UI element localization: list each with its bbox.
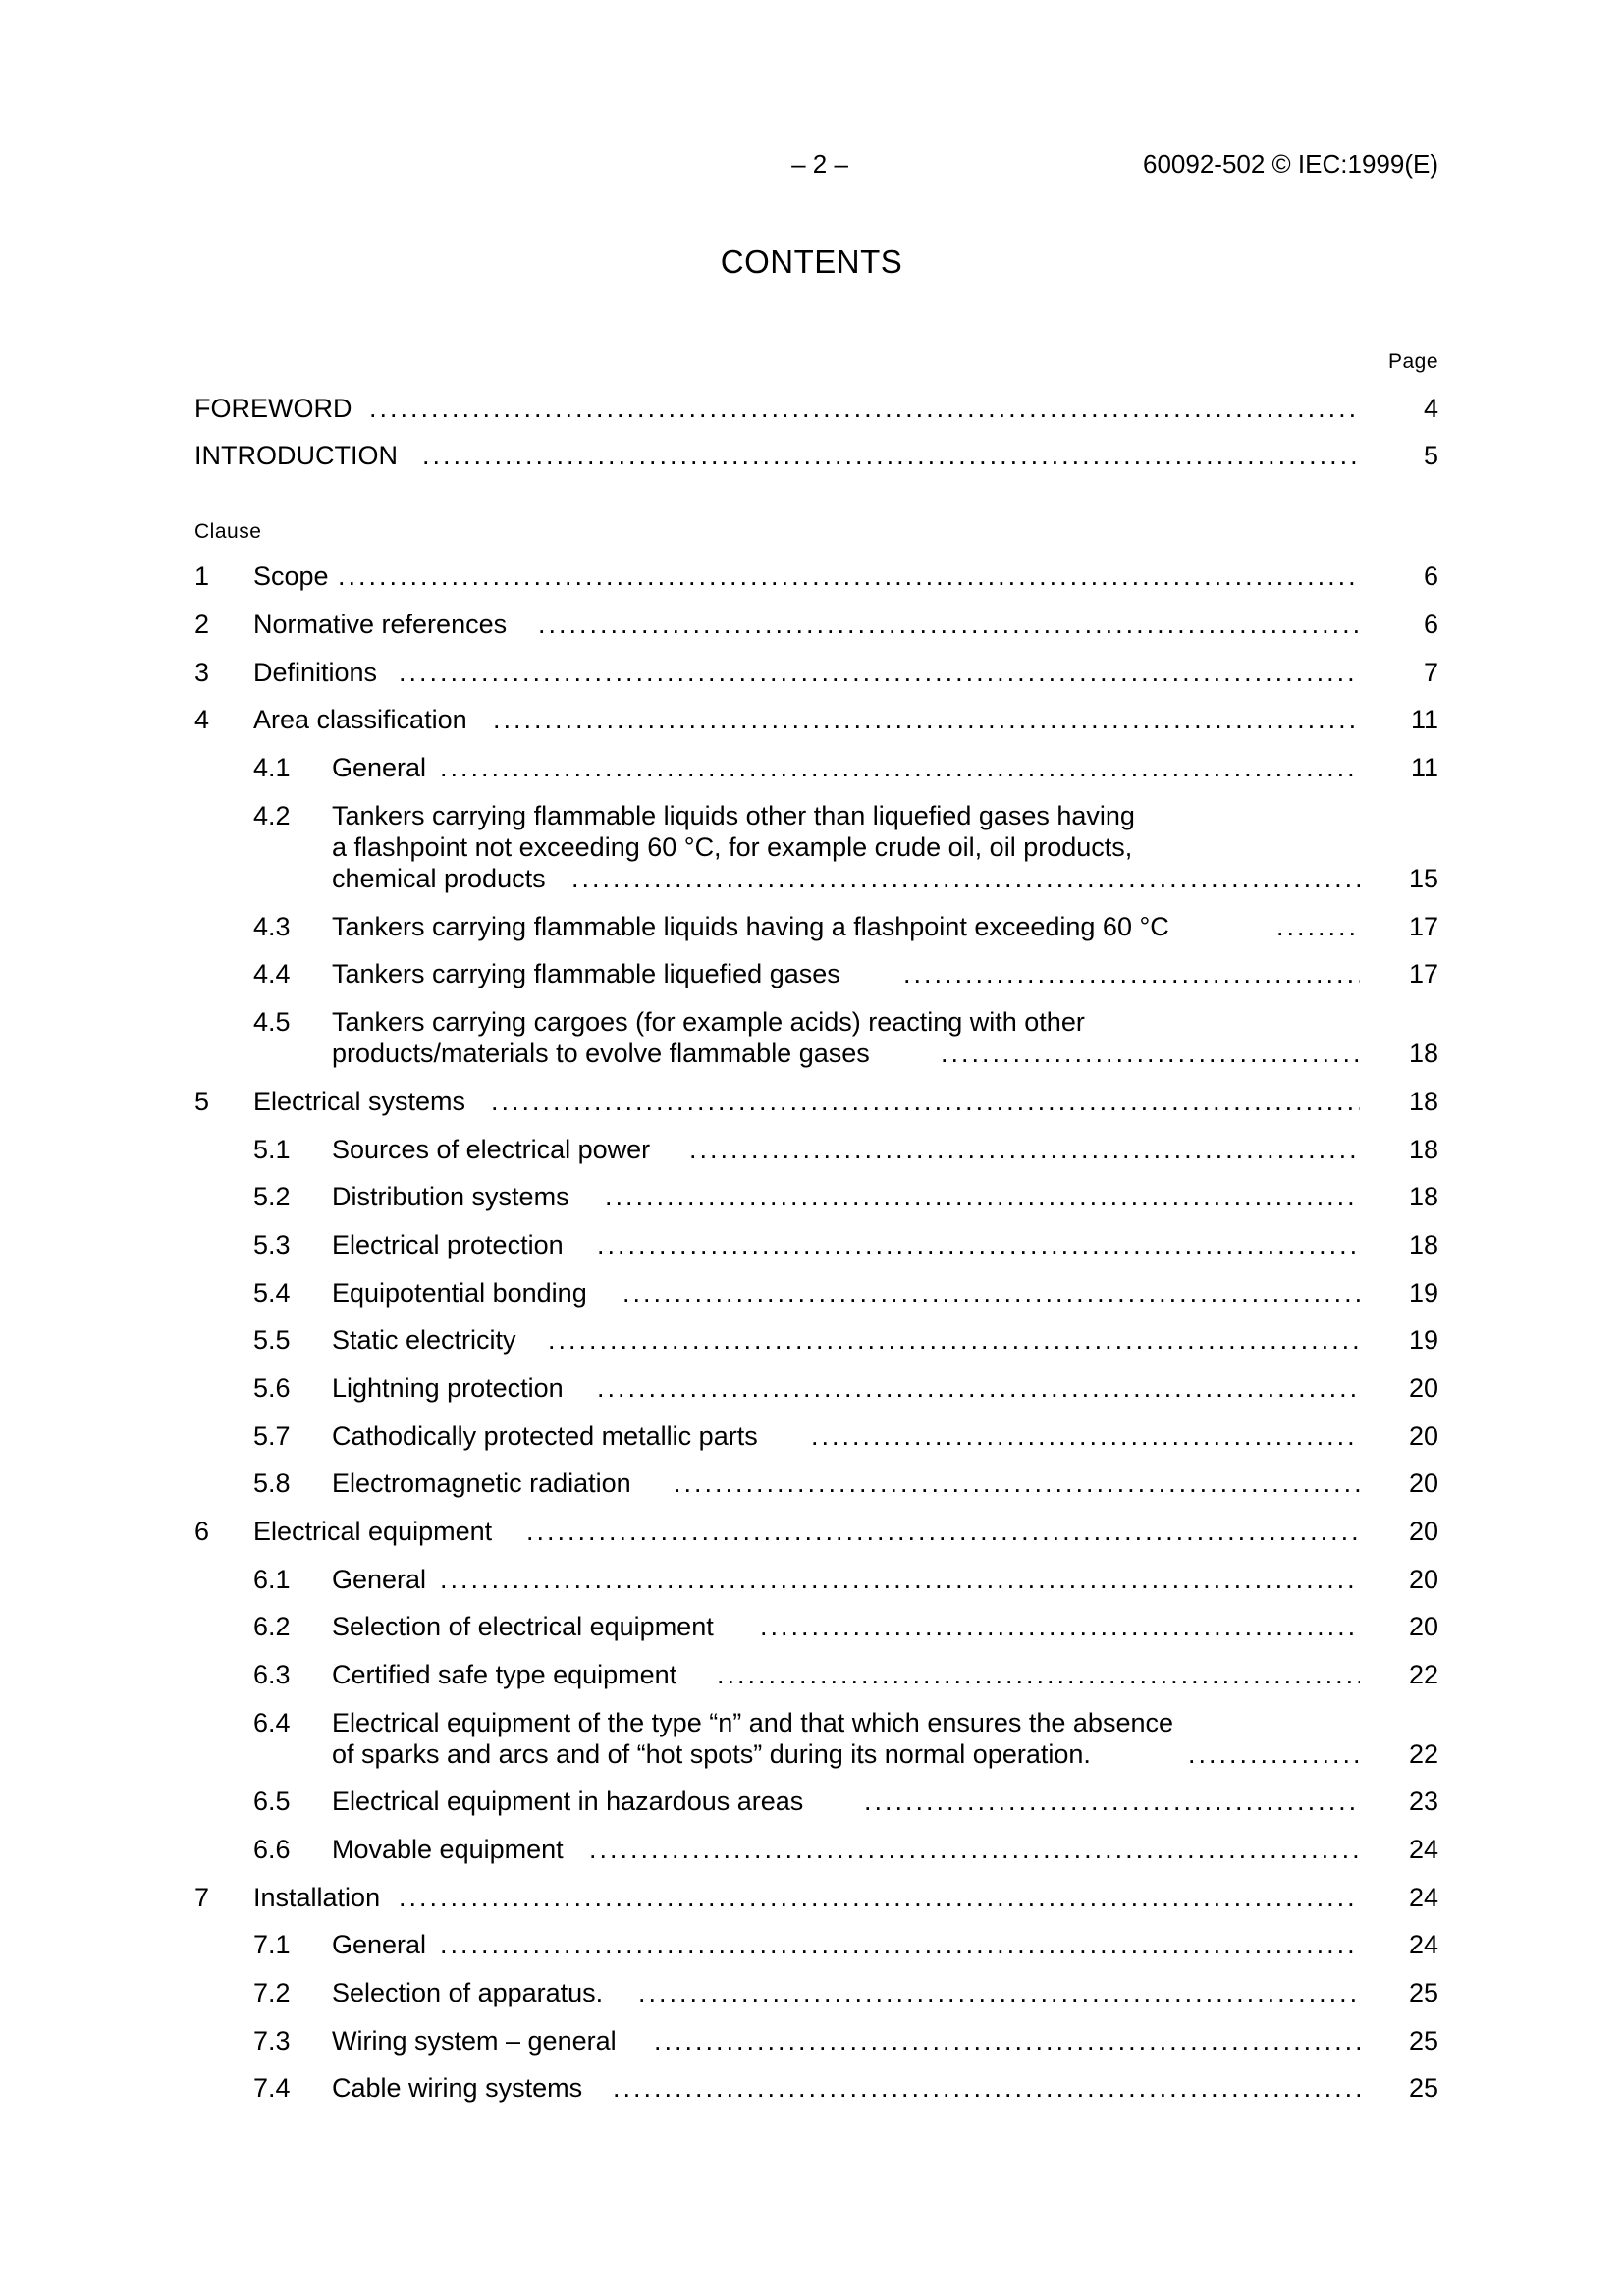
toc-entry-text: Certified safe type equipment xyxy=(332,1660,677,1689)
toc-entry-page: 6 xyxy=(1423,561,1438,591)
dot-leader xyxy=(597,1229,1360,1261)
toc-entry-number: 5.7 xyxy=(253,1421,291,1451)
toc-entry-text: Electrical equipment in hazardous areas xyxy=(332,1787,804,1816)
toc-entry-page: 24 xyxy=(1408,1883,1438,1912)
toc-entry-page: 19 xyxy=(1408,1278,1438,1308)
toc-entry-page: 17 xyxy=(1408,912,1438,941)
dot-leader xyxy=(440,1564,1360,1596)
toc-entry-page: 18 xyxy=(1408,1182,1438,1211)
dot-leader xyxy=(613,2072,1360,2105)
toc-entry-text-continued: chemical products xyxy=(332,864,546,893)
toc-entry-text-continued: a flashpoint not exceeding 60 °C, for example crude oil, oil products, xyxy=(332,832,1133,862)
toc-entry-page: 20 xyxy=(1408,1517,1438,1546)
dot-leader xyxy=(526,1516,1360,1548)
toc-entry-number: 7.4 xyxy=(253,2073,291,2103)
toc-entry-number: 5.1 xyxy=(253,1135,291,1164)
toc-entry-page: 11 xyxy=(1410,753,1438,782)
toc-entry-number: 6.3 xyxy=(253,1660,291,1689)
toc-entry-page: 15 xyxy=(1408,864,1438,893)
toc-entry-text: Selection of electrical equipment xyxy=(332,1612,714,1641)
toc-entry-text: General xyxy=(332,1565,427,1594)
toc-entry-text: General xyxy=(332,1930,427,1959)
page-column-label: Page xyxy=(1387,350,1438,373)
toc-entry-text: Electrical systems xyxy=(253,1087,466,1116)
toc-entry-page: 5 xyxy=(1423,441,1438,470)
toc-entry-text: Electrical protection xyxy=(332,1230,564,1259)
dot-leader xyxy=(399,657,1360,689)
dot-leader xyxy=(548,1324,1360,1357)
dot-leader xyxy=(338,561,1360,593)
toc-entry-number: 2 xyxy=(194,610,210,639)
dot-leader xyxy=(903,958,1360,990)
toc-entry-text: Tankers carrying flammable liquefied gases xyxy=(332,959,840,988)
document-id: 60092-502 © IEC:1999(E) xyxy=(1142,149,1438,179)
toc-entry-number: 4.2 xyxy=(253,801,291,830)
toc-entry-page: 18 xyxy=(1408,1087,1438,1116)
toc-entry-number: 5.6 xyxy=(253,1373,291,1403)
dot-leader xyxy=(440,1929,1360,1961)
toc-entry-page: 4 xyxy=(1423,394,1438,423)
dot-leader xyxy=(440,752,1360,784)
dot-leader xyxy=(622,1277,1360,1309)
toc-entry-text: Normative references xyxy=(253,610,508,639)
toc-entry-page: 24 xyxy=(1408,1835,1438,1864)
toc-entry-text: Selection of apparatus. xyxy=(332,1978,604,2007)
toc-entry-text: Tankers carrying flammable liquids other than liquefied gases having xyxy=(332,801,1135,830)
dot-leader xyxy=(689,1134,1360,1166)
toc-entry-page: 18 xyxy=(1408,1039,1438,1068)
dot-leader xyxy=(538,609,1360,641)
dot-leader xyxy=(674,1468,1360,1500)
toc-entry-text: Sources of electrical power xyxy=(332,1135,651,1164)
toc-entry-page: 11 xyxy=(1410,705,1438,734)
toc-entry-number: 4 xyxy=(194,705,210,734)
toc-entry-text-continued: of sparks and arcs and of “hot spots” during its normal operation. xyxy=(332,1739,1091,1769)
toc-entry-number: 3 xyxy=(194,658,210,687)
toc-entry-page: 18 xyxy=(1408,1230,1438,1259)
toc-entry-number: 4.3 xyxy=(253,912,291,941)
toc-entry-page: 20 xyxy=(1408,1421,1438,1451)
toc-entry-text: Cathodically protected metallic parts xyxy=(332,1421,758,1451)
toc-entry-number: 5.3 xyxy=(253,1230,291,1259)
dot-leader xyxy=(491,1086,1360,1118)
dot-leader xyxy=(654,2025,1360,2057)
toc-entry-text: Cable wiring systems xyxy=(332,2073,583,2103)
dot-leader xyxy=(399,1882,1360,1914)
toc-entry-page: 20 xyxy=(1408,1468,1438,1498)
dot-leader xyxy=(597,1372,1360,1405)
toc-entry-number: 6.5 xyxy=(253,1787,291,1816)
toc-entry-text: Electrical equipment xyxy=(253,1517,493,1546)
toc-entry-page: 6 xyxy=(1423,610,1438,639)
toc-entry-number: 7.1 xyxy=(253,1930,291,1959)
dot-leader xyxy=(638,1977,1360,2009)
toc-entry-page: 7 xyxy=(1423,658,1438,687)
toc-entry-text: FOREWORD xyxy=(194,394,352,423)
toc-entry-text: Electrical equipment of the type “n” and that which ensures the absence xyxy=(332,1708,1173,1737)
toc-entry-number: 1 xyxy=(194,561,210,591)
dot-leader xyxy=(811,1420,1360,1453)
dot-leader xyxy=(422,440,1360,472)
toc-entry-number: 4.1 xyxy=(253,753,291,782)
toc-entry-page: 19 xyxy=(1408,1325,1438,1355)
toc-entry-page: 25 xyxy=(1408,1978,1438,2007)
toc-entry-text: Installation xyxy=(253,1883,381,1912)
toc-entry-text-continued: products/materials to evolve flammable gases xyxy=(332,1039,870,1068)
page-title: CONTENTS xyxy=(720,243,903,280)
dot-leader xyxy=(717,1659,1360,1691)
toc-entry-number: 6.4 xyxy=(253,1708,291,1737)
toc-entry-number: 6.2 xyxy=(253,1612,291,1641)
toc-entry-page: 20 xyxy=(1408,1612,1438,1641)
toc-entry-text: Lightning protection xyxy=(332,1373,564,1403)
dot-leader xyxy=(589,1834,1360,1866)
dot-leader xyxy=(571,863,1360,895)
toc-entry-text: Equipotential bonding xyxy=(332,1278,587,1308)
toc-entry-number: 5.8 xyxy=(253,1468,291,1498)
toc-entry-text: General xyxy=(332,753,427,782)
dot-leader xyxy=(369,393,1360,425)
toc-entry-page: 25 xyxy=(1408,2073,1438,2103)
dot-leader xyxy=(1276,911,1360,943)
toc-entry-number: 6.6 xyxy=(253,1835,291,1864)
toc-entry-page: 20 xyxy=(1408,1565,1438,1594)
toc-entry-text: Distribution systems xyxy=(332,1182,569,1211)
toc-entry-page: 23 xyxy=(1408,1787,1438,1816)
toc-entry-text: Area classification xyxy=(253,705,467,734)
toc-entry-text: Wiring system – general xyxy=(332,2026,617,2056)
dot-leader xyxy=(1188,1738,1360,1771)
toc-entry-number: 5 xyxy=(194,1087,210,1116)
toc-entry-number: 7.3 xyxy=(253,2026,291,2056)
toc-entry-text: Static electricity xyxy=(332,1325,516,1355)
toc-entry-text: Movable equipment xyxy=(332,1835,564,1864)
toc-entry-number: 5.5 xyxy=(253,1325,291,1355)
dot-leader xyxy=(941,1038,1360,1070)
toc-entry-number: 4.5 xyxy=(253,1007,291,1037)
toc-entry-page: 22 xyxy=(1408,1739,1438,1769)
toc-entry-page: 22 xyxy=(1408,1660,1438,1689)
dot-leader xyxy=(864,1786,1360,1818)
toc-entry-text: Electromagnetic radiation xyxy=(332,1468,631,1498)
toc-entry-number: 5.4 xyxy=(253,1278,291,1308)
toc-entry-text: Tankers carrying cargoes (for example acids) reacting with other xyxy=(332,1007,1085,1037)
toc-entry-text: Definitions xyxy=(253,658,378,687)
clause-column-label: Clause xyxy=(194,520,262,543)
dot-leader xyxy=(605,1181,1360,1213)
toc-entry-page: 20 xyxy=(1408,1373,1438,1403)
toc-entry-page: 25 xyxy=(1408,2026,1438,2056)
page-number: – 2 – xyxy=(791,149,848,179)
toc-entry-page: 24 xyxy=(1408,1930,1438,1959)
toc-entry-text: Scope xyxy=(253,561,329,591)
toc-entry-page: 17 xyxy=(1408,959,1438,988)
toc-entry-number: 7 xyxy=(194,1883,210,1912)
toc-entry-number: 5.2 xyxy=(253,1182,291,1211)
toc-entry-number: 6 xyxy=(194,1517,210,1546)
toc-entry-number: 7.2 xyxy=(253,1978,291,2007)
toc-entry-page: 18 xyxy=(1408,1135,1438,1164)
dot-leader xyxy=(760,1611,1360,1643)
toc-entry-text: Tankers carrying flammable liquids having a flashpoint exceeding 60 °C xyxy=(332,912,1169,941)
dot-leader xyxy=(493,704,1360,736)
toc-entry-text: INTRODUCTION xyxy=(194,441,398,470)
toc-entry-number: 6.1 xyxy=(253,1565,291,1594)
toc-entry-number: 4.4 xyxy=(253,959,291,988)
